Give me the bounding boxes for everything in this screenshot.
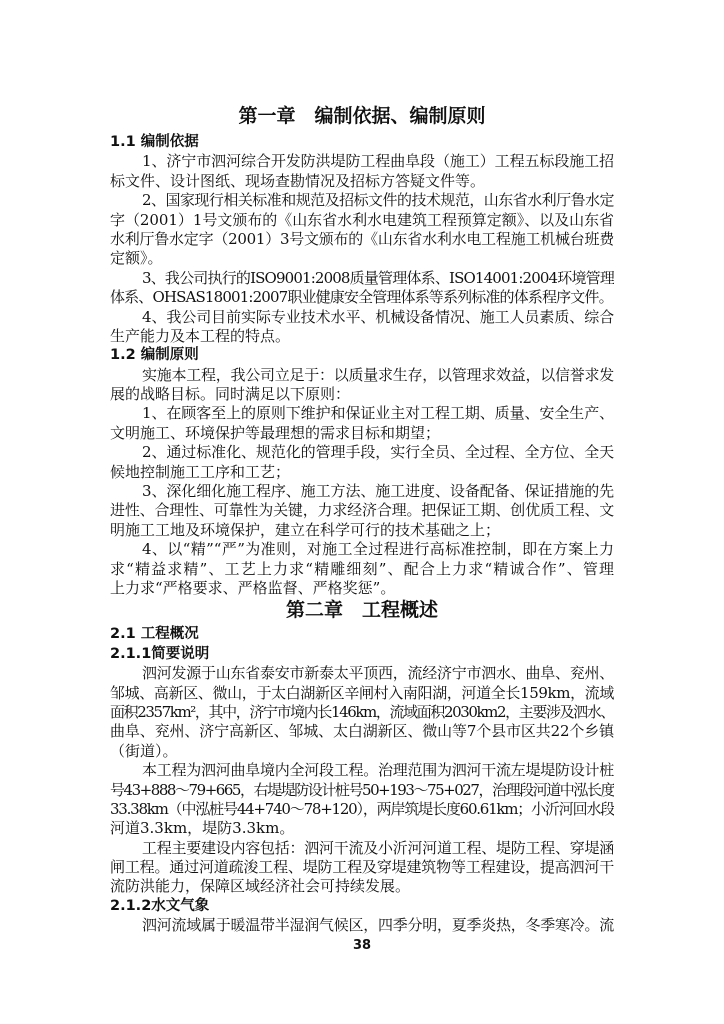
text-line: 进性、合理性、可靠性为关键，力求经济合理。把保证工期、创优质工程、文 bbox=[110, 501, 614, 520]
text-line: 4、以“精”“严”为准则，对施工全过程进行高标准控制，即在方案上力 bbox=[142, 540, 614, 559]
text-line: 33.38km（中泓桩号44+740～78+120），两岸筑堤长度60.61km；小沂河回水段 bbox=[110, 799, 614, 818]
paragraph bbox=[110, 269, 614, 308]
text-line: 面积2357km²，其中，济宁市境内长146km，流域面积2030km2，主要涉及泗水、 bbox=[110, 702, 614, 721]
text-line: 标文件、设计图纸、现场查勘情况及招标方答疑文件等。 bbox=[110, 171, 486, 190]
chapter-title: 第一章 编制依据、编制原则 bbox=[238, 105, 486, 127]
section-heading: 2.1 工程概况 bbox=[110, 626, 199, 643]
subsection-heading: 2.1.2水文气象 bbox=[110, 897, 210, 914]
text-line: 号43+888～79+665，右堤堤防设计桩号50+193～75+027，治理段河道中泓长度 bbox=[110, 780, 614, 799]
text-line: 流防洪能力，保障区域经济社会可持续发展。 bbox=[110, 877, 411, 896]
document-page bbox=[110, 101, 614, 955]
section-heading: 1.2 编制原则 bbox=[110, 347, 199, 364]
paragraph bbox=[110, 916, 614, 935]
subsection-heading: 2.1.1简要说明 bbox=[110, 645, 210, 662]
paragraph bbox=[110, 839, 614, 897]
text-line: 邹城、高新区、微山，于太白湖新区辛闸村入南阳湖，河道全长159km，流域 bbox=[110, 683, 614, 702]
text-line: 本工程为泗河曲阜境内全河段工程。治理范围为泗河干流左堤堤防设计桩 bbox=[142, 761, 614, 780]
text-line: 候地控制施工工序和工艺； bbox=[110, 462, 291, 481]
page-number: 38 bbox=[352, 937, 372, 953]
text-line: 实施本工程，我公司立足于：以质量求生存，以管理求效益，以信誉求发 bbox=[142, 365, 614, 384]
text-line: 曲阜、兖州、济宁高新区、邹城、太白湖新区、微山等7个县市区共22个乡镇 bbox=[110, 722, 614, 741]
paragraph bbox=[110, 191, 614, 269]
text-line: 1、济宁市泗河综合开发防洪堤防工程曲阜段（施工）工程五标段施工招 bbox=[142, 152, 614, 171]
text-line: 3、我公司执行的ISO9001:2008质量管理体系、ISO14001:2004环境管理 bbox=[142, 268, 614, 287]
chapter-title: 第二章 工程概述 bbox=[285, 599, 438, 622]
text-line: 明施工工地及环境保护，建立在科学可行的技术基础之上； bbox=[110, 520, 501, 539]
paragraph bbox=[110, 482, 614, 540]
text-line: 水利厅鲁水定字（2001）3号文颁布的《山东省水利水电工程施工机械台班费 bbox=[110, 229, 614, 248]
text-line: 1、在顾客至上的原则下维护和保证业主对工程工期、质量、安全生产、 bbox=[142, 404, 614, 423]
text-line: 泗河发源于山东省泰安市新泰太平顶西，流经济宁市泗水、曲阜、兖州、 bbox=[142, 664, 614, 683]
text-line: 生产能力及本工程的特点。 bbox=[110, 326, 291, 345]
paragraph bbox=[110, 443, 614, 482]
paragraph bbox=[110, 308, 614, 347]
text-line: 2、通过标准化、规范化的管理手段，实行全员、全过程、全方位、全天 bbox=[142, 443, 614, 462]
text-line: 闸工程。通过河道疏浚工程、堤防工程及穿堤建筑物等工程建设，提高泗河干 bbox=[110, 858, 614, 877]
text-line: 定额》。 bbox=[110, 249, 163, 268]
paragraph bbox=[110, 152, 614, 191]
paragraph bbox=[110, 540, 614, 598]
text-line: 3、深化细化施工程序、施工方法、施工进度、设备配备、保证措施的先 bbox=[142, 482, 614, 501]
paragraph bbox=[110, 761, 614, 839]
text-line: 字（2001）1号文颁布的《山东省水利水电建筑工程预算定额》、以及山东省 bbox=[110, 210, 614, 229]
section-heading: 1.1 编制依据 bbox=[110, 134, 199, 150]
text-line: （街道）。 bbox=[110, 741, 178, 760]
text-line: 工程主要建设内容包括：泗河干流及小沂河河道工程、堤防工程、穿堤涵 bbox=[142, 838, 614, 857]
text-line: 泗河流域属于暖温带半湿润气候区，四季分明，夏季炎热，冬季寒冷。流 bbox=[142, 916, 614, 935]
text-line: 展的战略目标。同时满足以下原则： bbox=[110, 385, 351, 404]
text-line: 2、国家现行相关标准和规范及招标文件的技术规范，山东省水利厅鲁水定 bbox=[142, 191, 614, 210]
text-line: 体系、OHSAS18001:2007职业健康安全管理体系等系列标准的体系程序文件。 bbox=[110, 288, 613, 307]
paragraph bbox=[110, 366, 614, 405]
text-line: 文明施工、环境保护等最理想的需求目标和期望； bbox=[110, 423, 441, 442]
text-line: 求“精益求精”、工艺上力求“精雕细刻”、配合上力求“精诚合作”、管理 bbox=[110, 559, 614, 578]
paragraph bbox=[110, 404, 614, 443]
paragraph bbox=[110, 664, 614, 761]
text-line: 河道3.3km，堤防3.3km。 bbox=[110, 819, 295, 838]
text-line: 上力求“严格要求、严格监督、严格奖惩”。 bbox=[110, 578, 396, 597]
text-line: 4、我公司目前实际专业技术水平、机械设备情况、施工人员素质、综合 bbox=[142, 307, 614, 326]
